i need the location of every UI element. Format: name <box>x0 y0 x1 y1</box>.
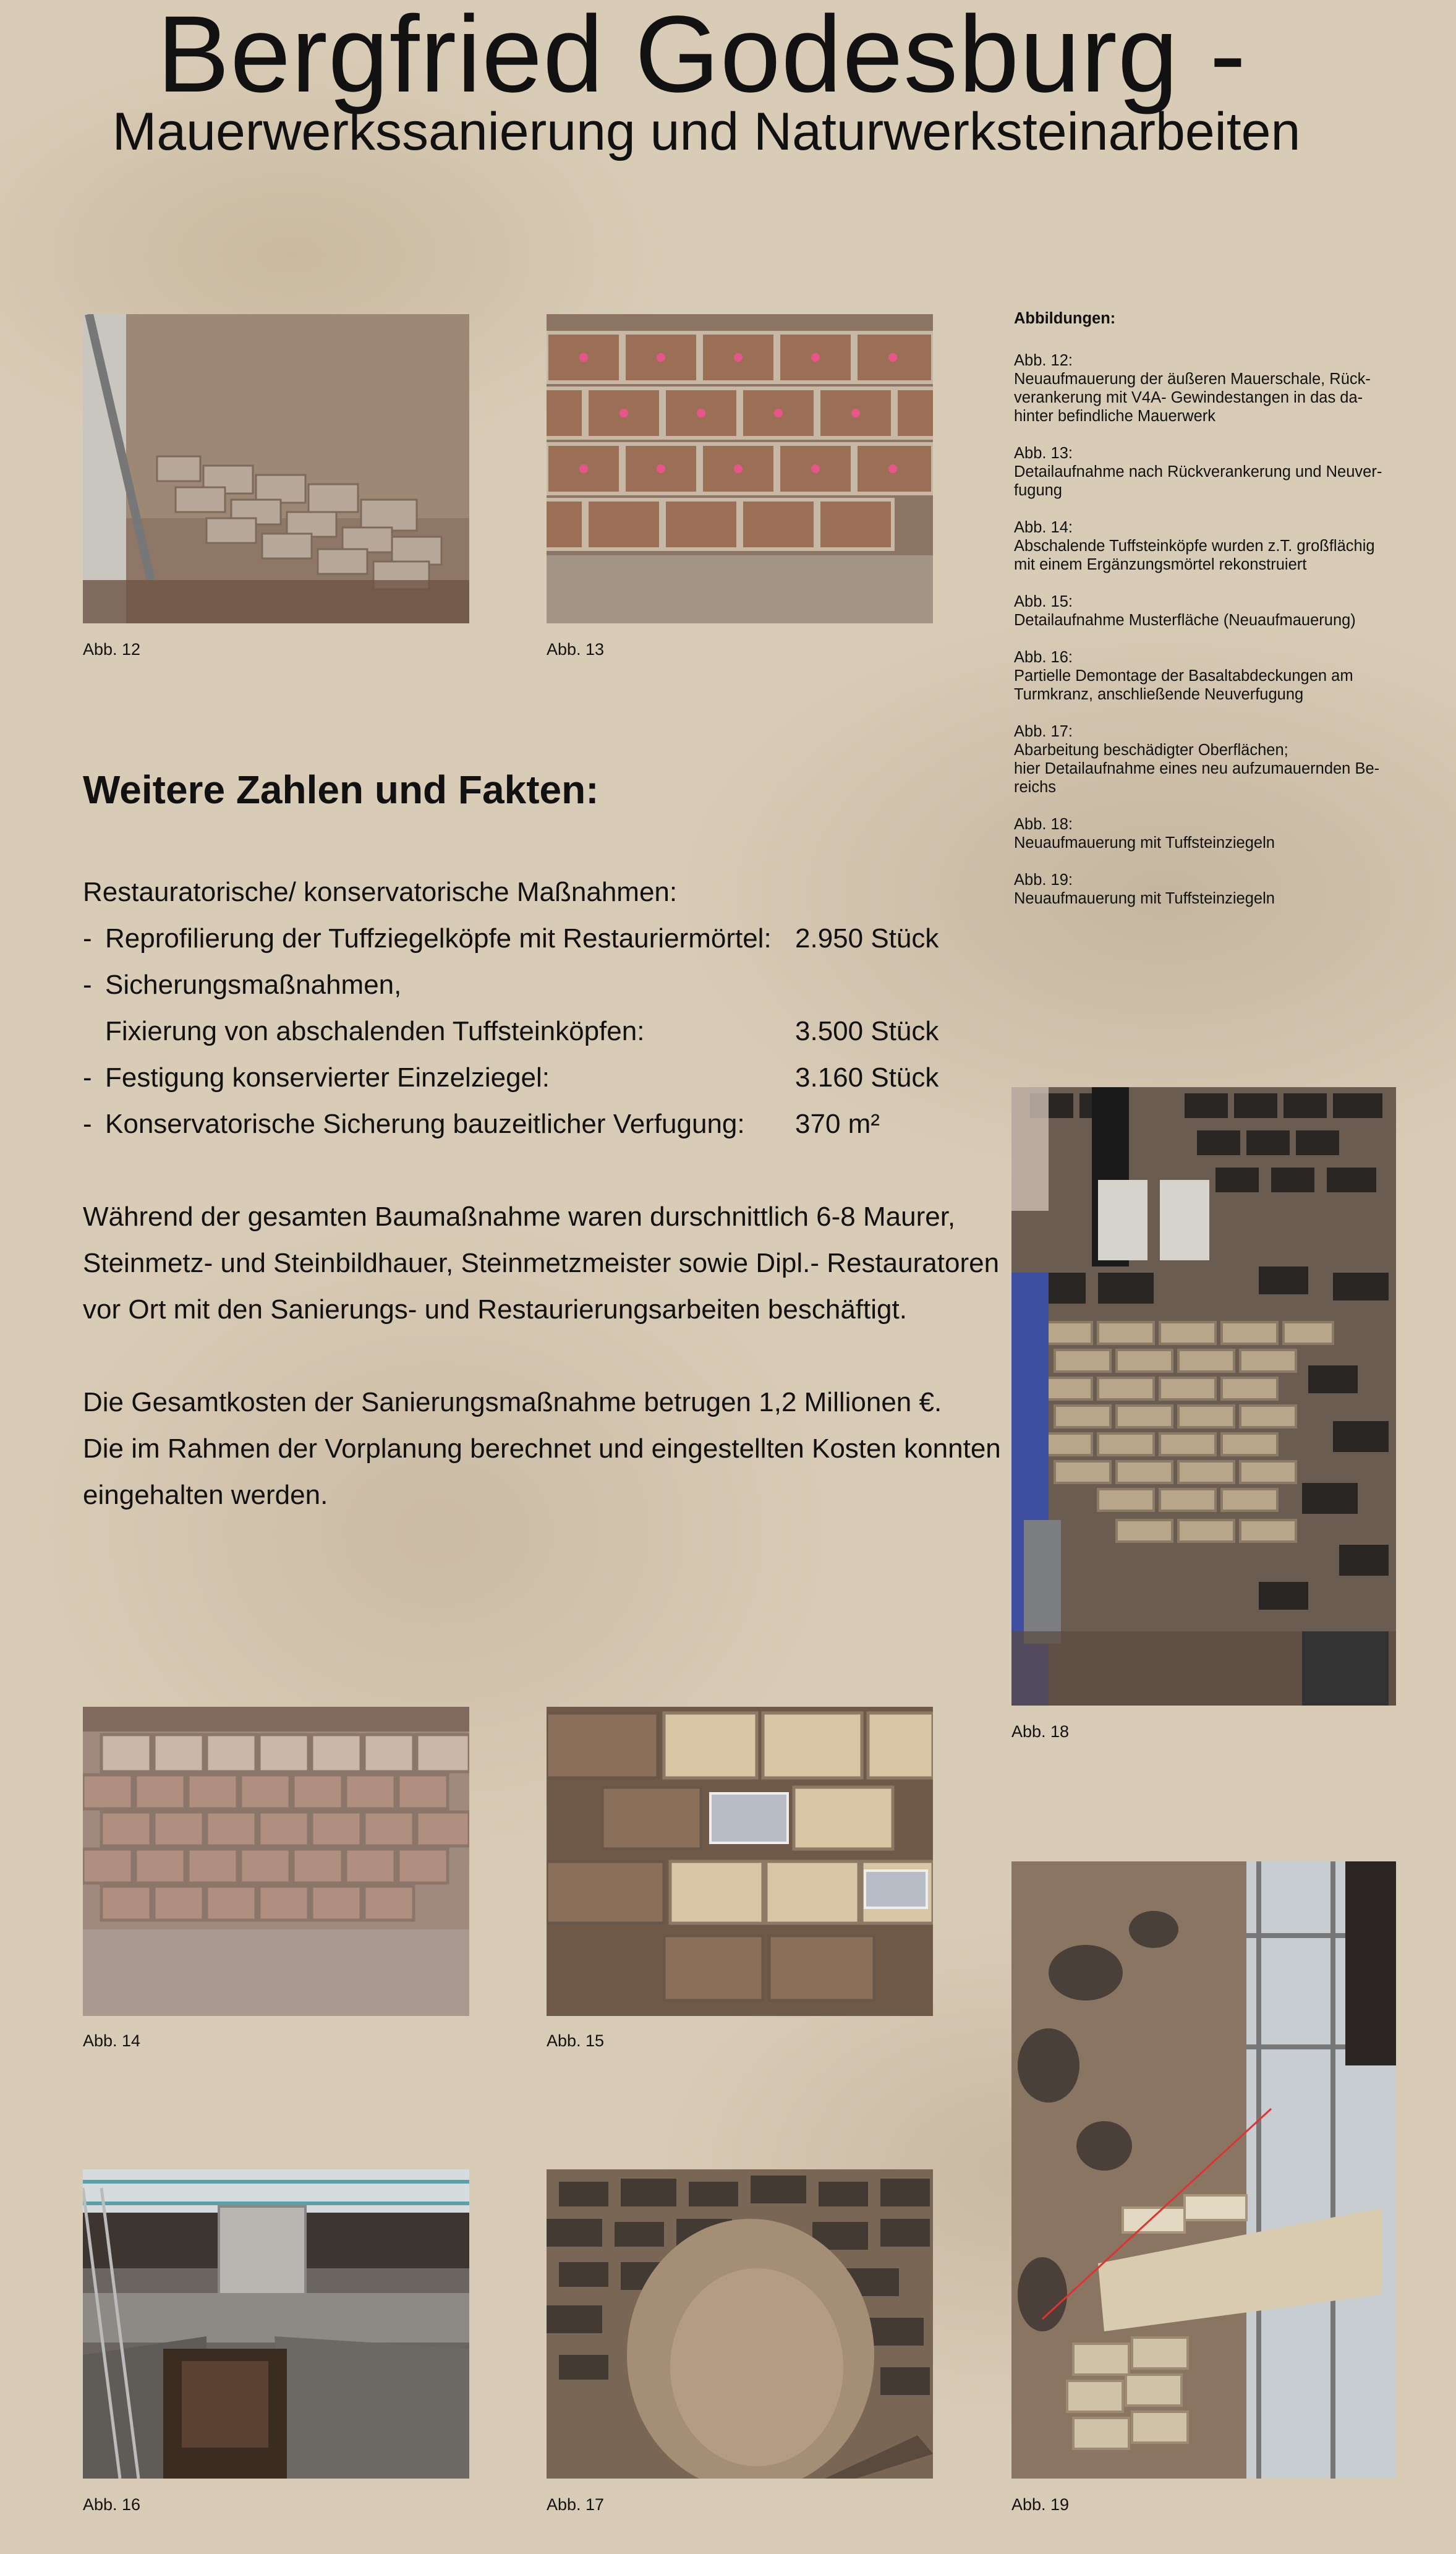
legend-item-text: Abschalende Tuffsteinköpfe wurden z.T. großflächig mit einem Ergänzungsmörtel rekonstruiert <box>1014 537 1375 573</box>
legend-item-text: Abarbeitung beschädigter Oberflächen; hier Detailaufnahme eines neu aufzumauernden Be- reichs <box>1014 741 1380 796</box>
paragraph-line: Steinmetz- und Steinbildhauer, Steinmetzmeister sowie Dipl.- Restauratoren <box>83 1248 1000 1278</box>
photo-abb-18 <box>1011 1087 1396 1706</box>
paragraph-staff <box>83 1194 1023 1333</box>
facts-heading: Weitere Zahlen und Fakten: <box>83 767 599 812</box>
paragraph-line: Die im Rahmen der Vorplanung berechnet und eingestellten Kosten konnten <box>83 1433 1001 1464</box>
fact-value: 3.160 Stück <box>795 1062 939 1093</box>
fact-text: Festigung konservierter Einzelziegel: <box>105 1062 550 1093</box>
caption-abb-12: Abb. 12 <box>83 640 141 659</box>
legend-item-label: Abb. 19: <box>1014 871 1073 889</box>
legend-item-label: Abb. 13: <box>1014 445 1073 462</box>
legend-item-text: Detailaufnahme Musterfläche (Neuaufmauerung) <box>1014 612 1356 629</box>
page-subtitle: Mauerwerkssanierung und Naturwerksteinarbeiten <box>112 102 1301 161</box>
photo-abb-17 <box>547 2169 933 2479</box>
caption-abb-15: Abb. 15 <box>547 2031 605 2050</box>
legend-item-text: Neuaufmauerung mit Tuffsteinziegeln <box>1014 834 1275 852</box>
legend-item <box>1014 815 1410 852</box>
paragraph-line: Während der gesamten Baumaßnahme waren durschnittlich 6-8 Maurer, <box>83 1202 956 1232</box>
paragraph-line: Die Gesamtkosten der Sanierungsmaßnahme betrugen 1,2 Millionen €. <box>83 1387 942 1417</box>
fact-dash: - <box>83 923 92 954</box>
fact-text: Sicherungsmaßnahmen, <box>105 970 402 1000</box>
photo-abb-15 <box>547 1707 933 2016</box>
caption-abb-14: Abb. 14 <box>83 2031 141 2050</box>
caption-abb-16: Abb. 16 <box>83 2495 141 2514</box>
photo-abb-16 <box>83 2169 469 2479</box>
legend-item-text: Neuaufmauerung der äußeren Mauerschale, Rück- verankerung mit V4A- Gewindestangen in das da- hinter befindliche Mauerwerk <box>1014 370 1371 425</box>
legend-item-label: Abb. 18: <box>1014 816 1073 833</box>
caption-abb-13: Abb. 13 <box>547 640 605 659</box>
legend-item-label: Abb. 15: <box>1014 593 1073 610</box>
legend-item <box>1014 518 1410 574</box>
fact-value: 2.950 Stück <box>795 923 939 954</box>
legend-item-label: Abb. 16: <box>1014 649 1073 666</box>
legend-item <box>1014 648 1410 704</box>
legend-item <box>1014 871 1410 908</box>
paragraph-costs <box>83 1379 1023 1518</box>
page-title: Bergfried Godesburg - <box>156 0 1247 115</box>
fact-value: 370 m² <box>795 1109 880 1139</box>
facts-intro: Restauratorische/ konservatorische Maßnahmen: <box>83 877 678 907</box>
legend-item <box>1014 351 1410 425</box>
photo-abb-14 <box>83 1707 469 2016</box>
caption-abb-17: Abb. 17 <box>547 2495 605 2514</box>
paragraph-line: vor Ort mit den Sanierungs- und Restaurierungsarbeiten beschäftigt. <box>83 1294 907 1325</box>
fact-dash: - <box>83 970 92 1000</box>
legend-item <box>1014 444 1410 500</box>
legend-item-label: Abb. 17: <box>1014 723 1073 740</box>
legend-item-text: Partielle Demontage der Basaltabdeckungen am Turmkranz, anschließende Neuverfugung <box>1014 667 1353 703</box>
figure-legend <box>1014 309 1410 926</box>
legend-item <box>1014 722 1410 797</box>
photo-abb-13 <box>547 314 933 623</box>
fact-text: Fixierung von abschalenden Tuffsteinköpfen: <box>105 1016 645 1046</box>
legend-heading: Abbildungen: <box>1014 310 1116 327</box>
legend-item <box>1014 592 1410 630</box>
fact-text: Reprofilierung der Tuffziegelköpfe mit Restauriermörtel: <box>105 923 772 954</box>
caption-abb-19: Abb. 19 <box>1011 2495 1070 2514</box>
caption-abb-18: Abb. 18 <box>1011 1722 1070 1741</box>
photo-abb-19 <box>1011 1861 1396 2479</box>
legend-item-text: Neuaufmauerung mit Tuffsteinziegeln <box>1014 890 1275 907</box>
photo-abb-12 <box>83 314 469 623</box>
fact-text: Konservatorische Sicherung bauzeitlicher Verfugung: <box>105 1109 745 1139</box>
paragraph-line: eingehalten werden. <box>83 1480 328 1510</box>
fact-dash: - <box>83 1062 92 1093</box>
fact-dash: - <box>83 1109 92 1139</box>
legend-item-label: Abb. 14: <box>1014 519 1073 536</box>
fact-value: 3.500 Stück <box>795 1016 939 1046</box>
legend-item-text: Detailaufnahme nach Rückverankerung und Neuver- fugung <box>1014 463 1382 499</box>
legend-item-label: Abb. 12: <box>1014 352 1073 369</box>
